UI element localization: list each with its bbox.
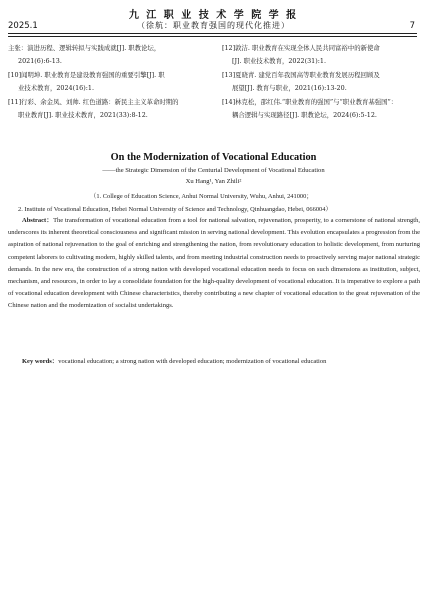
reference-line: 业技术教育，2024(16):1.: [18, 84, 94, 93]
reference-line: [J]. 职业技术教育，2022(31):1.: [232, 57, 326, 66]
references-right-column: [222, 43, 420, 123]
reference-line: 主张：演进历程、逻辑转拟与实践成就[J]. 职教论坛，: [8, 44, 161, 52]
keywords-text: vocational education; a strong nation with developed education; modernization of vocational education: [58, 358, 327, 365]
abstract-label: Abstract：: [22, 217, 54, 224]
keywords-label: Key words：: [22, 358, 59, 365]
reference-line: [13]夏晓青. 建党百年我国高等职业教育发展历程回顾及: [222, 70, 380, 79]
abstract: [8, 215, 420, 313]
reference-line: 2021(6):6-13.: [18, 57, 62, 66]
header-rule-thin: [8, 36, 417, 37]
page-number: 7: [409, 21, 415, 31]
paper-title: On the Modernization of Vocational Education: [110, 152, 317, 163]
affiliation-2: 2. Institute of Vocational Education, Hebei Normal University of Science and Technology, Qinhuangdao, Hebei, 066004）: [18, 206, 332, 213]
reference-line: 展望[J]. 教育与职业，2021(16):13-20.: [232, 84, 347, 93]
reference-line: [12]敦洁. 职业教育在实现全体人民共同富裕中的新使命: [222, 44, 380, 52]
header-rule-thick: [8, 33, 417, 34]
reference-line: 职业教育[J]. 职业技术教育，2021(33):8-12.: [18, 110, 148, 119]
journal-title: 九 江 职 业 技 术 学 院 学 报: [128, 10, 299, 21]
abstract-text: The transformation of vocational education from a tool for national salvation, rejuvenation, prosperity, to a cornerstone of national strength, underscores its inherent theoretical consciousness and significant mission in serving national development. This evolution encapsulates a progression from the aspiration of national rejuvenation to the goal of enriching and strengthening the nation, from revolutionary education to holistic development, from nurturing competent laborers to cultivating modern, highly skilled talents, and from meeting industrial construction needs to proactively serving major national strategic demands. In the new era, the construction of a strong nation with developed vocational education needs to focus on such dimensions as institution, subject, mechanism, and resources, in order to lay a consolidate foundation for the high-quality development of vocational education. It is imperative to explore a path of vocational education development with Chinese characteristics, thereby contributing a new chapter of vocational education to the great rejuvenation of the Chinese nation and the modernization of socialist undertakings.: [8, 217, 420, 310]
issue-year: 2025.1: [8, 21, 38, 31]
running-head-subtitle: （徐航：职业教育强国的现代化推进）: [137, 21, 290, 30]
reference-line: [10]闻明坤. 职业教育是建设教育强国的重要引擎[J]. 职: [8, 70, 165, 79]
affiliation-1: （1. College of Education Science, Anhui Normal University, Wuhu, Anhui, 241000；: [90, 193, 313, 200]
reference-line: [14]林克松，邵红伟.“职业教育的强国”与“职业教育基强国”：: [222, 97, 398, 106]
reference-line: 耦合逻辑与实现路径[J]. 职教论坛，2024(6):5-12.: [232, 110, 377, 119]
references-left-column: [8, 43, 211, 123]
reference-line: [11]行彩、余金凤、刘帅. 红色道路：新民主主义革命时期的: [8, 97, 179, 106]
keywords: [8, 356, 420, 365]
authors: Xu Hang¹, Yan Zhili²: [185, 178, 242, 185]
paper-subtitle: ——the Strategic Dimension of the Centurial Development of Vocational Education: [102, 167, 325, 174]
